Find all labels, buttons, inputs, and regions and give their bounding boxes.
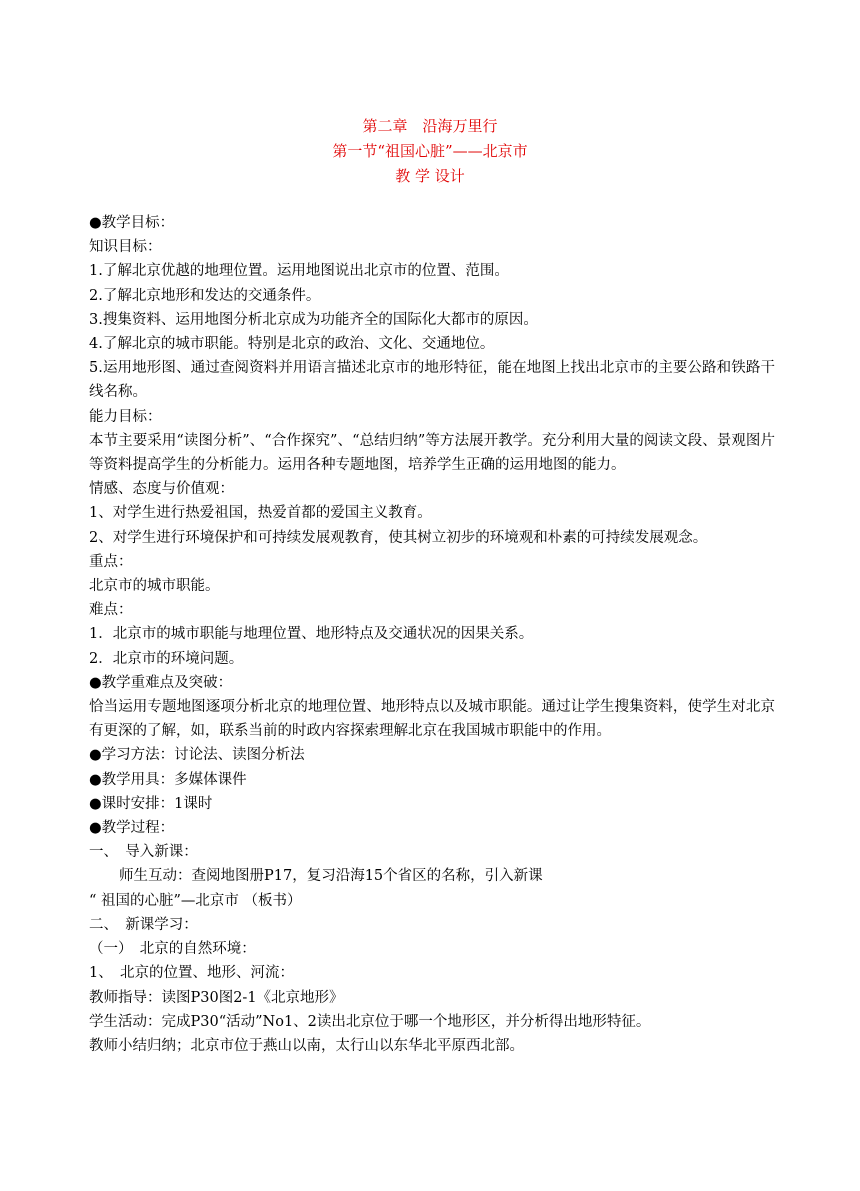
natural-environment-heading: （一） 北京的自然环境： bbox=[89, 941, 256, 958]
learning-methods: ●学习方法：讨论法、读图分析法 bbox=[89, 747, 305, 764]
class-schedule: ●课时安排：1课时 bbox=[89, 795, 213, 812]
breakthrough-paragraph: 恰当运用专题地图逐项分析北京的地理位置、地形特点以及城市职能。通过让学生搜集资料，使学生对北京有更深的了解，如，联系当前的时政内容探索理解北京在我国城市职能中的作用。 bbox=[89, 699, 775, 740]
teacher-summary: 教师小结归纳；北京市位于燕山以南，太行山以东华北平原西北部。 bbox=[89, 1037, 524, 1054]
heading-teaching-goals: ●教学目标： bbox=[89, 215, 175, 231]
teacher-student-interaction: 师生互动：查阅地图册P17，复习沿海15个省区的名称，引入新课 bbox=[119, 868, 543, 885]
teacher-guidance: 教师指导：读图P30图2-1《北京地形》 bbox=[89, 989, 344, 1006]
heading-teaching-process: ●教学过程： bbox=[89, 820, 175, 837]
knowledge-goal-1: 1.了解北京优越的地理位置。运用地图说出北京市的位置、范围。 bbox=[89, 263, 509, 280]
knowledge-goal-5: 5.运用地形图、通过查阅资料并用语言描述北京市的地形特征，能在地图上找出北京市的主要公路和铁路干线名称。 bbox=[89, 360, 775, 401]
subheading-ability-goals: 能力目标： bbox=[89, 408, 162, 425]
subheading-difficulty: 难点： bbox=[89, 602, 133, 619]
subheading-key-point: 重点： bbox=[89, 553, 133, 570]
title-block bbox=[0, 114, 860, 189]
board-title: “ 祖国的心脏”—北京市 （板书） bbox=[89, 892, 302, 909]
knowledge-goal-2: 2.了解北京地形和发达的交通条件。 bbox=[89, 287, 321, 304]
heading-breakthrough: ●教学重难点及突破： bbox=[89, 674, 233, 691]
teaching-tools: ●教学用具：多媒体课件 bbox=[89, 771, 247, 788]
subheading-knowledge-goals: 知识目标： bbox=[89, 239, 162, 256]
section-title: 第一节“祖国心脏”——北京市 bbox=[332, 142, 528, 160]
subheading-values: 情感、态度与价值观： bbox=[89, 481, 234, 498]
knowledge-goal-3: 3.搜集资料、运用地图分析北京成为功能齐全的国际化大都市的原因。 bbox=[89, 311, 538, 328]
ability-goals-paragraph: 本节主要采用“读图分析”、“合作探究”、“总结归纳”等方法展开教学。充分利用大量的阅读文段、景观图片等资料提高学生的分析能力。运用各种专题地图，培养学生正确的运用地图的能力。 bbox=[89, 432, 775, 474]
document-body bbox=[89, 211, 775, 1058]
key-point-text: 北京市的城市职能。 bbox=[89, 578, 220, 595]
values-item-1: 1、对学生进行热爱祖国，热爱首都的爱国主义教育。 bbox=[89, 505, 432, 522]
difficulty-item-2: 2．北京市的环境问题。 bbox=[89, 650, 244, 667]
student-activity: 学生活动：完成P30“活动”No1、2读出北京位于哪一个地形区，并分析得出地形特征。 bbox=[89, 1013, 651, 1030]
values-item-2: 2、对学生进行环境保护和可持续发展观教育，使其树立初步的环境观和朴素的可持续发展观念。 bbox=[89, 529, 708, 546]
process-step-2: 二、 新课学习： bbox=[89, 916, 198, 933]
process-step-1: 一、 导入新课： bbox=[89, 844, 198, 861]
chapter-title: 第二章 沿海万里行 bbox=[362, 117, 498, 135]
knowledge-goal-4: 4.了解北京的城市职能。特别是北京的政治、文化、交通地位。 bbox=[89, 336, 495, 353]
location-topic: 1、 北京的位置、地形、河流： bbox=[89, 965, 294, 982]
difficulty-item-1: 1．北京市的城市职能与地理位置、地形特点及交通状况的因果关系。 bbox=[89, 626, 534, 643]
design-title: 教 学 设计 bbox=[395, 167, 465, 185]
